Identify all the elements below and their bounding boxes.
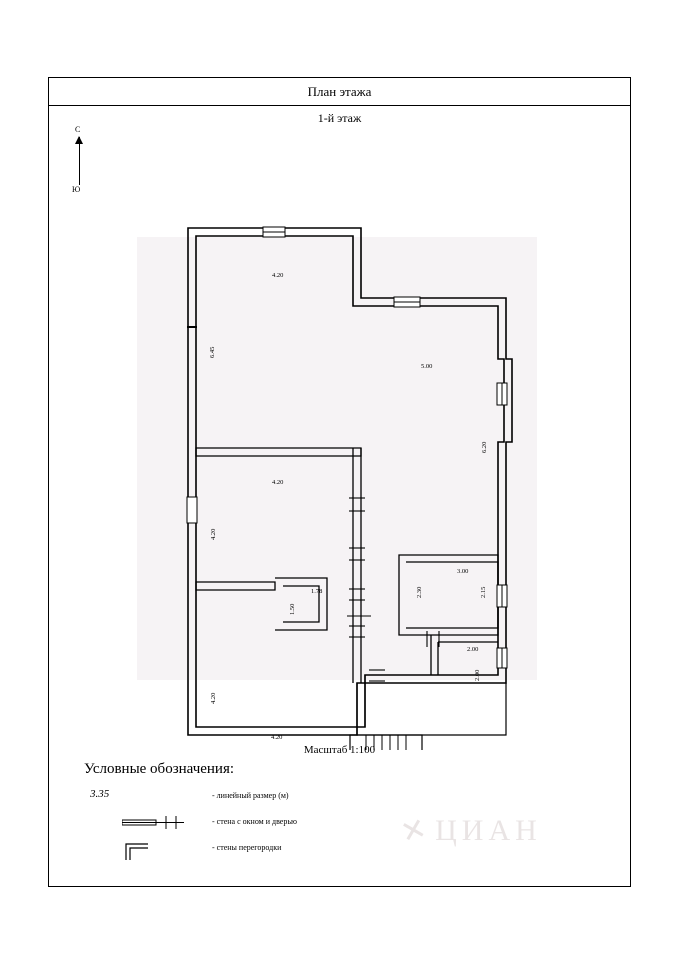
compass-south-label: Ю: [72, 185, 81, 194]
dimension-label: 6.45: [209, 346, 216, 358]
dimension-label: 6.20: [481, 441, 488, 453]
dimension-label: 2.00: [467, 646, 479, 653]
legend-item-dimension: [84, 786, 504, 812]
floor-plan-document: [48, 77, 631, 887]
dimension-label: 3.00: [457, 568, 469, 575]
dimension-label: 1.78: [311, 588, 323, 595]
floor-plan-svg: [49, 130, 630, 750]
legend-title: Условные обозначения:: [84, 761, 235, 777]
dimension-label: 4.20: [272, 272, 284, 279]
floor-plan-drawing: [49, 130, 630, 750]
legend-dimension-text: - линейный размер (м): [212, 791, 289, 800]
dimension-label: 4.20: [210, 692, 217, 704]
legend-wall-window-door-sample: [122, 812, 204, 836]
legend-wall-window-door-text: - стена с окном и дверью: [212, 817, 297, 826]
watermark-text: ЦИАН: [435, 814, 542, 847]
dimension-label: 2.15: [480, 586, 487, 598]
dimension-label: 4.20: [271, 734, 283, 741]
page-title: План этажа: [49, 78, 630, 106]
porch-extension: [350, 675, 506, 750]
dimension-label: 4.20: [272, 479, 284, 486]
scale-label: Масштаб 1:100: [303, 744, 376, 756]
plan-background-band: [137, 237, 537, 680]
compass-north-label: С: [75, 125, 81, 134]
legend-dimension-sample: 3.35: [90, 788, 110, 800]
dimension-label: 2.30: [416, 586, 423, 598]
dimension-label: 1.50: [289, 603, 296, 615]
legend-partition-sample: [122, 838, 204, 862]
legend-partition-text: - стены перегородки: [212, 843, 282, 852]
dimension-label: 2.00: [474, 669, 481, 681]
floor-label: 1-й этаж: [317, 111, 362, 125]
watermark-mark-icon: ✕: [397, 810, 435, 851]
watermark: [397, 810, 542, 851]
dimension-label: 5.00: [421, 363, 433, 370]
dimension-label: 4.20: [210, 528, 217, 540]
